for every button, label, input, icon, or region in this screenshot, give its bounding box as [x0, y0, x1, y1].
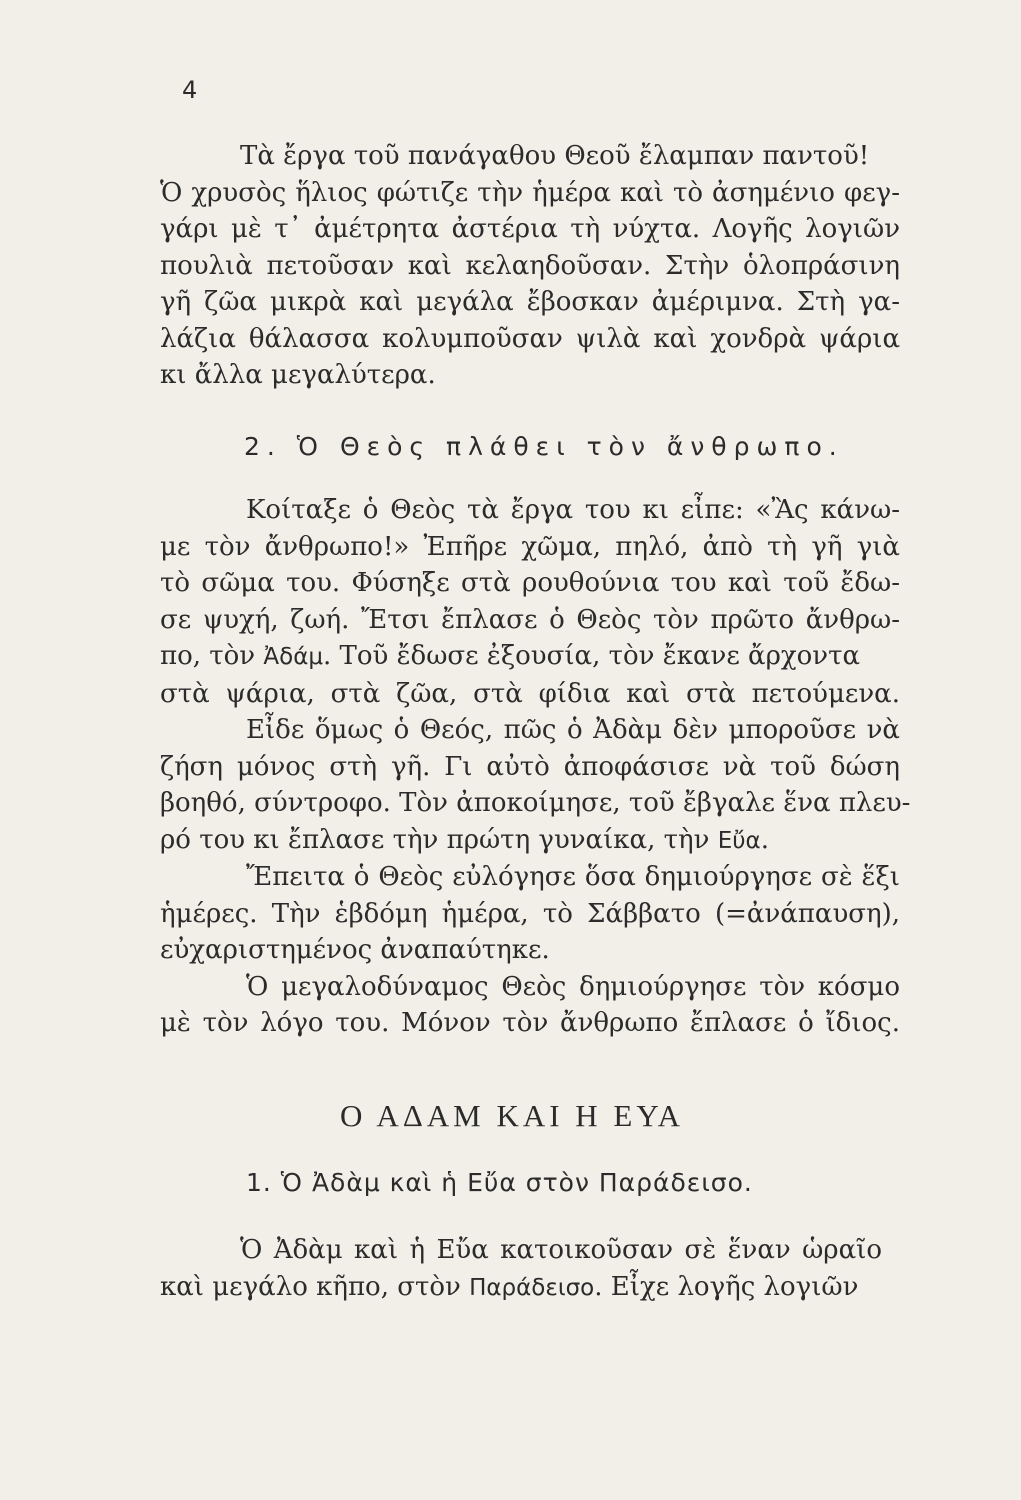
text-line: κι ἄλλα μεγαλύτερα. — [160, 360, 436, 390]
text-line: Τὰ ἔργα τοῦ πανάγαθου Θεοῦ ἔλαμπαν παντοῦ! — [240, 141, 870, 171]
text-line: γῆ ζῶα μικρὰ καὶ μεγάλα ἔβοσκαν ἀμέριμνα. Στὴ γα- — [160, 287, 900, 317]
section2-paragraphs — [160, 492, 911, 1042]
text-line: Εἶδε ὅμως ὁ Θεός, πῶς ὁ Ἀδὰμ δὲν μποροῦσε νὰ — [246, 715, 900, 745]
section-heading: 2. Ὁ Θεὸς πλάθει τὸν ἄνθρωπο. — [244, 432, 844, 461]
text-line: με τὸν ἄνθρωπο!» Ἐπῆρε χῶμα, πηλό, ἀπὸ τὴ γῆ γιὰ — [160, 531, 900, 562]
text-line: βοηθό, σύντροφο. Τὸν ἀποκοίμησε, τοῦ ἔβγαλε ἕνα πλευ- — [160, 788, 911, 818]
subsection-heading: 1. Ὁ Ἀδὰμ καὶ ἡ Εὔα στὸν Παράδεισο. — [246, 1168, 753, 1197]
text-line: Κοίταξε ὁ Θεὸς τὰ ἔργα του κι εἶπε: «Ἂς κάνω- — [246, 495, 900, 525]
text-line: στὰ ψάρια, στὰ ζῶα, στὰ φίδια καὶ στὰ πετούμενα. — [160, 678, 900, 709]
place-paradise: Παράδεισο — [469, 1274, 595, 1301]
text-line: γάρι μὲ τ᾽ ἀμέτρητα ἀστέρια τὴ νύχτα. Λογῆς λογιῶν — [160, 214, 900, 244]
text-line: πο, τὸν Ἀδάμ. Τοῦ ἔδωσε ἐξουσία, τὸν ἔκανε ἄρχοντα — [160, 641, 861, 671]
page-number: 4 — [182, 76, 198, 104]
text-line: λάζια θάλασσα κολυμποῦσαν ψιλὰ καὶ χονδρὰ ψάρια — [160, 323, 900, 354]
text-line: Ὁ χρυσὸς ἥλιος φώτιζε τὴν ἡμέρα καὶ τὸ ἀσημένιο φεγ- — [160, 177, 900, 208]
text-line: Ὁ Ἀδὰμ καὶ ἡ Εὔα κατοικοῦσαν σὲ ἕναν ὡραῖο — [240, 1235, 882, 1265]
chapter-title: Ο ΑΔΑΜ ΚΑΙ Η ΕΥΑ — [340, 1098, 685, 1133]
section1-paragraph — [160, 138, 900, 394]
text-line: Ἔπειτα ὁ Θεὸς εὐλόγησε ὅσα δημιούργησε σὲ ἕξι — [246, 862, 900, 892]
text-line: μὲ τὸν λόγο του. Μόνον τὸν ἄνθρωπο ἔπλασε ὁ ἴδιος. — [160, 1008, 900, 1038]
text-line: σε ψυχή, ζωή. Ἔτσι ἔπλασε ὁ Θεὸς τὸν πρῶτο ἄνθρω- — [160, 604, 900, 635]
text-line: ζήση μόνος στὴ γῆ. Γι αὐτὸ ἀποφάσισε νὰ τοῦ δώση — [160, 751, 900, 782]
text-line: Ὁ μεγαλοδύναμος Θεὸς δημιούργησε τὸν κόσμο — [246, 971, 900, 1002]
text-line: τὸ σῶμα του. Φύσηξε στὰ ρουθούνια του καὶ τοῦ ἔδω- — [160, 568, 900, 598]
name-eva: Εὔα — [717, 827, 761, 854]
section3-paragraph — [160, 1232, 882, 1306]
text-line: εὐχαριστημένος ἀναπαύτηκε. — [160, 935, 550, 965]
text-line: πουλιὰ πετοῦσαν καὶ κελαηδοῦσαν. Στὴν ὁλοπράσινη — [160, 250, 900, 281]
text-line: ἡμέρες. Τὴν ἑβδόμη ἡμέρα, τὸ Σάββατο (=ἀνάπαυση), — [160, 898, 900, 929]
text-line: καὶ μεγάλο κῆπο, στὸν Παράδεισο. Εἶχε λογῆς λογιῶν — [160, 1271, 859, 1302]
text-line: ρό του κι ἔπλασε τὴν πρώτη γυναίκα, τὴν Εὔα. — [160, 824, 769, 855]
name-adam: Ἀδάμ — [263, 644, 323, 670]
